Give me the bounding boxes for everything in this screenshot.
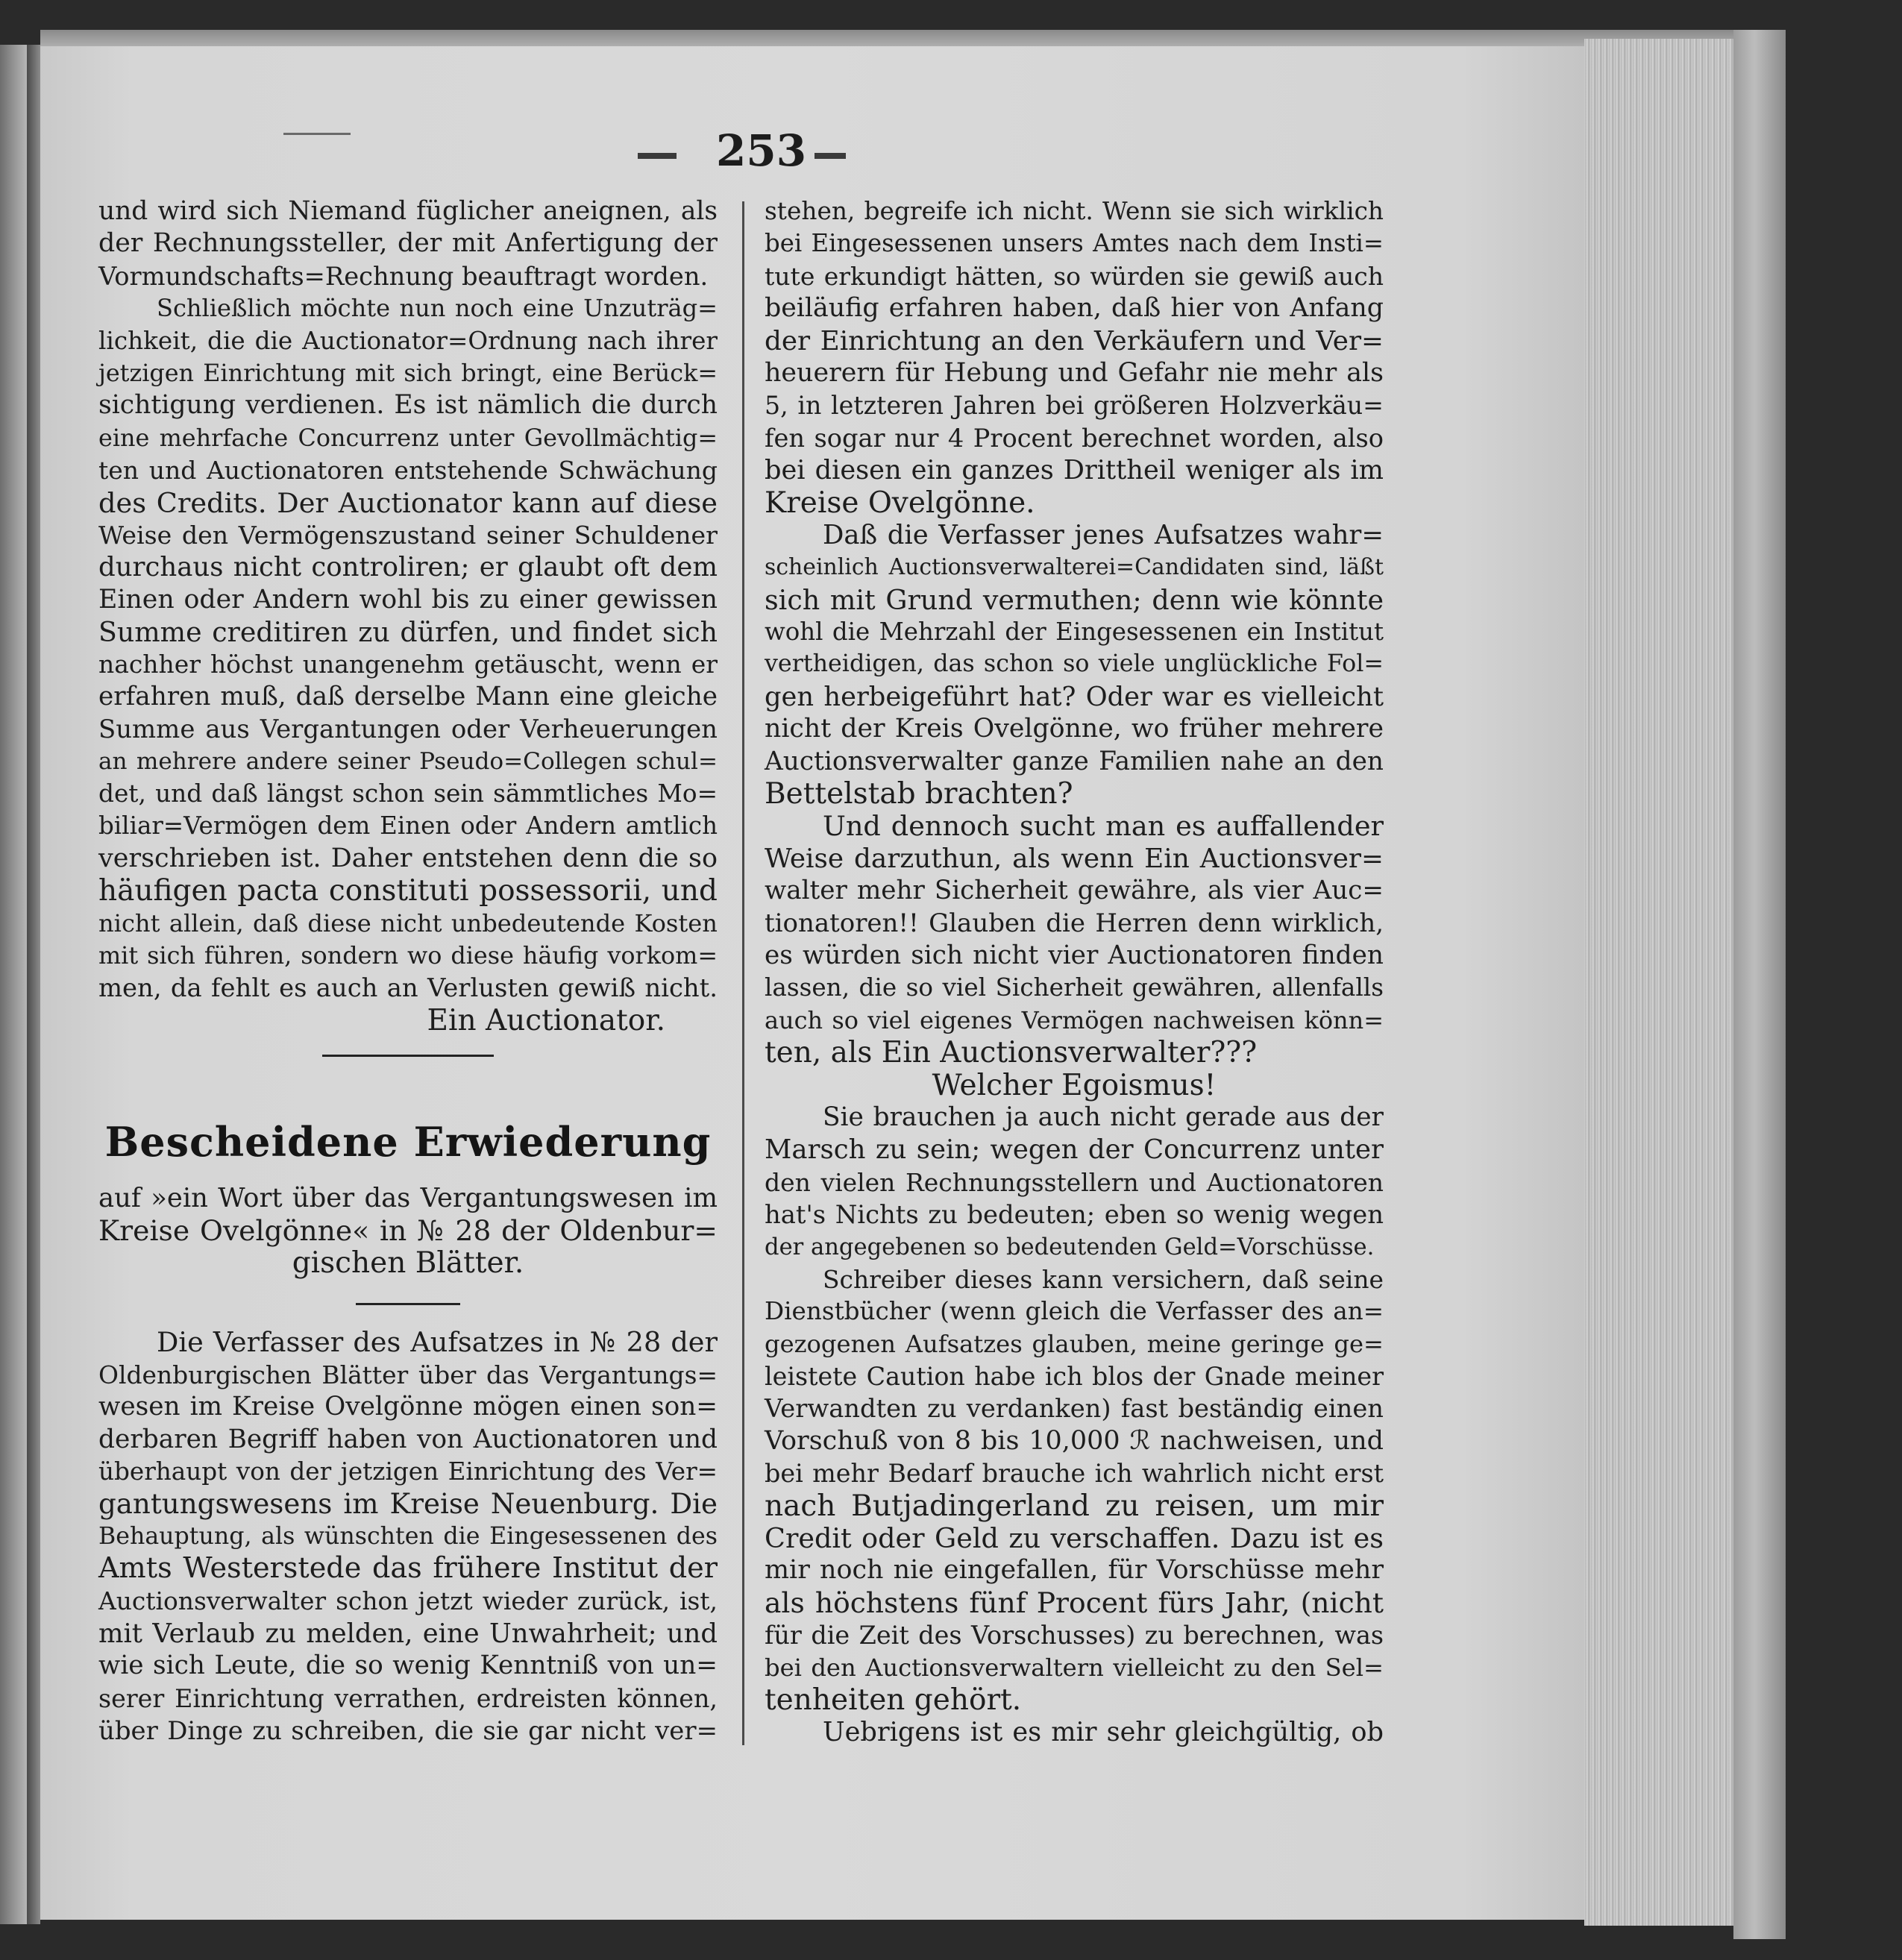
text-line: an mehrere andere seiner Pseudo=Collegen schul= <box>98 747 718 775</box>
text-line: durchaus nicht controliren; er glaubt oft dem <box>98 552 718 583</box>
left-column <box>98 195 718 1747</box>
text-line: überhaupt von der jetzigen Einrichtung des Ver= <box>98 1457 718 1486</box>
text-line: leistete Caution habe ich blos der Gnade meiner <box>765 1362 1384 1392</box>
text-line: bei mehr Bedarf brauche ich wahrlich nicht erst <box>765 1459 1384 1489</box>
text-line: mit sich führen, sondern wo diese häufig vorkom= <box>98 940 718 970</box>
text-line: scheinlich Auctionsverwalterei=Candidaten sind, läßt <box>765 554 1384 581</box>
text-line: wohl die Mehrzahl der Eingesessenen ein Institut <box>765 618 1384 647</box>
book-cover-edge <box>1733 30 1786 1939</box>
text-line: Credit oder Geld zu verschaffen. Dazu ist es <box>765 1522 1384 1555</box>
header-ornament-dash <box>283 133 351 135</box>
header-ornament-left <box>638 153 677 159</box>
text-line: sich mit Grund vermuthen; denn wie könnte <box>765 583 1384 616</box>
text-line: derbaren Begriff haben von Auctionatoren und <box>98 1424 718 1454</box>
text-line: 5, in letzteren Jahren bei größeren Holzverkäu= <box>765 391 1384 421</box>
text-line: tionatoren!! Glauben die Herren denn wirklich, <box>765 908 1384 938</box>
text-line: Behauptung, als wünschten die Eingesessenen des <box>98 1522 718 1550</box>
text-line: bei den Auctionsverwaltern vielleicht zu den Sel= <box>765 1653 1384 1682</box>
text-line: Einen oder Andern wohl bis zu einer gewissen <box>98 584 718 615</box>
text-line: als höchstens fünf Procent fürs Jahr, (nicht <box>765 1586 1384 1619</box>
text-line: biliar=Vermögen dem Einen oder Andern amtlich <box>98 811 718 841</box>
text-line: Vorschuß von 8 bis 10,000 ℛ nachweisen, und <box>765 1425 1384 1456</box>
text-line: gen herbeigeführt hat? Oder war es vielleicht <box>765 681 1384 712</box>
text-line: men, da fehlt es auch an Verlusten gewiß nicht. <box>98 973 718 1003</box>
text-line: der angegebenen so bedeutenden Geld=Vorschüsse. <box>765 1234 1375 1260</box>
text-line: Die Verfasser des Aufsatzes in № 28 der <box>157 1326 718 1359</box>
text-line: serer Einrichtung verrathen, erdreisten können, <box>98 1683 718 1713</box>
text-line: Oldenburgischen Blätter über das Vergantungs= <box>98 1360 718 1389</box>
text-line: sichtigung verdienen. Es ist nämlich die durch <box>98 390 718 421</box>
section-title: Bescheidene Erwiederung <box>104 1118 712 1166</box>
text-line: gantungswesens im Kreise Neuenburg. Die <box>98 1488 718 1521</box>
exclamation-line: Welcher Egoismus! <box>932 1068 1217 1102</box>
text-line: Daß die Verfasser jenes Aufsatzes wahr= <box>823 519 1384 550</box>
left-page-edge <box>0 45 27 1924</box>
text-line: Dienstbücher (wenn gleich die Verfasser des an= <box>765 1297 1384 1326</box>
subtitle-line: gischen Blätter. <box>292 1246 524 1280</box>
text-line: den vielen Rechnungsstellern und Auctionatoren <box>765 1167 1384 1197</box>
page-block-edges <box>1584 39 1733 1926</box>
text-line: Verwandten zu verdanken) fast beständig einen <box>765 1394 1384 1424</box>
text-line: Und dennoch sucht man es auffallender <box>823 810 1384 843</box>
text-line: heuerern für Hebung und Gefahr nie mehr als <box>765 357 1384 388</box>
subtitle-separator-rule <box>356 1303 460 1305</box>
text-line: Weise darzuthun, als wenn Ein Auctionsver= <box>765 843 1384 874</box>
header-ornament-right <box>815 153 846 159</box>
text-line: nicht allein, daß diese nicht unbedeutende Kosten <box>98 908 718 937</box>
text-line: vertheidigen, das schon so viele unglückliche Fol= <box>765 650 1384 678</box>
text-line: lassen, die so viel Sicherheit gewähren, allenfalls <box>765 973 1384 1002</box>
text-line: der Rechnungssteller, der mit Anfertigung der <box>98 228 718 259</box>
text-line: ten, als Ein Auctionsverwalter??? <box>765 1036 1258 1070</box>
text-line: auch so viel eigenes Vermögen nachweisen könn= <box>765 1005 1384 1034</box>
text-line: hat's Nichts zu bedeuten; eben so wenig wegen <box>765 1200 1384 1230</box>
text-line: Vormundschafts=Rechnung beauftragt worden. <box>98 261 709 291</box>
text-line: fen sogar nur 4 Procent berechnet worden, also <box>765 423 1384 453</box>
right-column <box>765 195 1384 1749</box>
text-line: ten und Auctionatoren entstehende Schwächung <box>98 456 718 486</box>
text-line: Auctionsverwalter schon jetzt wieder zurück, ist, <box>98 1586 718 1616</box>
text-line: nachher höchst unangenehm getäuscht, wenn er <box>98 650 718 679</box>
subtitle-line: Kreise Ovelgönne« in № 28 der Oldenbur= <box>98 1213 718 1247</box>
text-line: Kreise Ovelgönne. <box>765 486 1035 520</box>
text-line: häufigen pacta constituti possessorii, und <box>98 874 718 908</box>
article-signature: Ein Auctionator. <box>427 1003 665 1037</box>
text-line: Marsch zu sein; wegen der Concurrenz unter <box>765 1134 1384 1166</box>
text-line: Weise den Vermögenszustand seiner Schuldener <box>98 520 718 550</box>
text-line: lichkeit, die die Auctionator=Ordnung nach ihrer <box>98 326 718 355</box>
text-line: Amts Westerstede das frühere Institut der <box>98 1552 718 1586</box>
text-line: verschrieben ist. Daher entstehen denn die so <box>98 843 718 873</box>
text-line: Sie brauchen ja auch nicht gerade aus der <box>823 1102 1384 1132</box>
text-line: det, und daß längst schon sein sämmtliches Mo= <box>98 779 718 808</box>
text-line: Summe creditiren zu dürfen, und findet sich <box>98 616 718 649</box>
text-line: bei diesen ein ganzes Drittheil weniger als im <box>765 455 1384 486</box>
text-line: Summe aus Vergantungen oder Verheuerungen <box>98 714 718 744</box>
text-line: Uebrigens ist es mir sehr gleichgültig, ob <box>823 1717 1384 1748</box>
text-line: und wird sich Niemand füglicher aneignen, als <box>98 196 718 226</box>
text-line: gezogenen Aufsatzes glauben, meine geringe ge= <box>765 1329 1384 1358</box>
book-top-edge <box>40 30 1786 48</box>
text-line: jetzigen Einrichtung mit sich bringt, eine Berück= <box>98 359 718 387</box>
text-line: walter mehr Sicherheit gewähre, als vier Auc= <box>765 876 1384 906</box>
text-line: Auctionsverwalter ganze Familien nahe an den <box>765 746 1384 776</box>
book-gutter <box>27 45 40 1924</box>
text-line: mit Verlaub zu melden, eine Unwahrheit; und <box>98 1618 718 1649</box>
text-line: der Einrichtung an den Verkäufern und Ver= <box>765 325 1384 356</box>
text-line: bei Eingesessenen unsers Amtes nach dem Insti= <box>765 229 1384 258</box>
page-number: 253 <box>716 125 807 176</box>
text-line: mir noch nie eingefallen, für Vorschüsse mehr <box>765 1555 1384 1586</box>
text-line: stehen, begreife ich nicht. Wenn sie sich wirklich <box>765 197 1384 225</box>
column-divider <box>742 201 744 1745</box>
text-line: Schreiber dieses kann versichern, daß seine <box>823 1264 1384 1294</box>
text-line: tute erkundigt hätten, so würden sie gewiß auch <box>765 261 1384 291</box>
section-separator-rule <box>322 1055 494 1057</box>
text-line: es würden sich nicht vier Auctionatoren finden <box>765 940 1384 970</box>
text-line: wie sich Leute, die so wenig Kenntniß von un= <box>98 1650 718 1681</box>
text-line: eine mehrfache Concurrenz unter Gevollmächtig= <box>98 423 718 452</box>
text-line: tenheiten gehört. <box>765 1683 1022 1717</box>
text-line: für die Zeit des Vorschusses) zu berechnen, was <box>765 1621 1384 1650</box>
text-line: wesen im Kreise Ovelgönne mögen einen son= <box>98 1392 718 1422</box>
text-line: beiläufig erfahren haben, daß hier von Anfang <box>765 293 1384 324</box>
text-line: über Dinge zu schreiben, die sie gar nicht ver= <box>98 1716 718 1746</box>
text-line: des Credits. Der Auctionator kann auf diese <box>98 486 718 519</box>
text-line: nicht der Kreis Ovelgönne, wo früher mehrere <box>765 714 1384 744</box>
text-line: nach Butjadingerland zu reisen, um mir <box>765 1489 1384 1523</box>
text-line: erfahren muß, daß derselbe Mann eine gleiche <box>98 681 718 712</box>
subtitle-line: auf »ein Wort über das Vergantungswesen im <box>98 1183 718 1214</box>
text-line: Bettelstab brachten? <box>765 777 1073 811</box>
text-line: Schließlich möchte nun noch eine Unzuträg= <box>157 294 718 323</box>
